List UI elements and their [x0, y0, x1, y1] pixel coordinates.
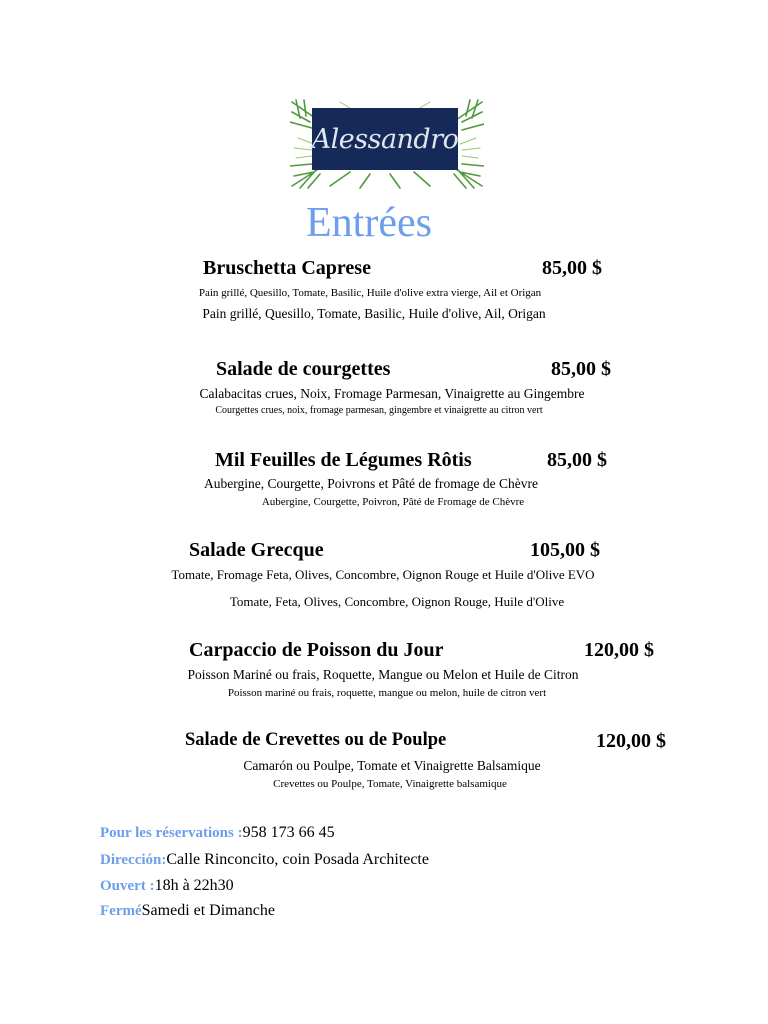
address-label: Dirección:: [100, 852, 167, 868]
dish-price: 85,00 $: [551, 358, 611, 380]
dish-price: 85,00 $: [542, 257, 602, 279]
reservations-label: Pour les réservations :: [100, 825, 243, 841]
dish-name: Salade Grecque: [189, 539, 324, 561]
dish-description: Calabacitas crues, Noix, Fromage Parmesan, Vinaigrette au Gingembre: [199, 386, 585, 401]
dish-description-alt: Poisson mariné ou frais, roquette, mangue ou melon, huile de citron vert: [227, 687, 547, 699]
dish-description-alt: Crevettes ou Poulpe, Tomate, Vinaigrette balsamique: [273, 778, 507, 790]
section-title: Entrées: [306, 200, 432, 246]
dish-name: Mil Feuilles de Légumes Rôtis: [215, 449, 472, 471]
dish-description-alt: Pain grillé, Quesillo, Tomate, Basilic, Huile d'olive, Ail, Origan: [202, 306, 546, 321]
dish-price: 120,00 $: [596, 730, 666, 752]
dish-price: 105,00 $: [530, 539, 600, 561]
dish-description: Camarón ou Poulpe, Tomate et Vinaigrette Balsamique: [243, 758, 541, 773]
dish-description-alt: Tomate, Feta, Olives, Concombre, Oignon Rouge, Huile d'Olive: [229, 594, 565, 609]
address-value: Calle Rinconcito, coin Posada Architecte: [166, 851, 429, 868]
closed-label: Fermé: [100, 903, 142, 919]
dish-description: Poisson Mariné ou frais, Roquette, Mangue ou Melon et Huile de Citron: [187, 667, 579, 682]
dish-description-alt: Aubergine, Courgette, Poivron, Pâté de Fromage de Chèvre: [261, 496, 525, 508]
dish-name: Salade de Crevettes ou de Poulpe: [185, 730, 447, 750]
dish-description: Pain grillé, Quesillo, Tomate, Basilic, Huile d'olive extra vierge, Ail et Origan: [198, 287, 542, 299]
open-hours: 18h à 22h30: [154, 877, 234, 894]
logo-plate: [312, 108, 458, 170]
dish-price: 120,00 $: [584, 639, 654, 661]
dish-description-alt: Courgettes crues, noix, fromage parmesan, gingembre et vinaigrette au citron vert: [215, 405, 543, 416]
reservations-phone: 958 173 66 45: [242, 824, 335, 841]
closed-days: Samedi et Dimanche: [141, 902, 275, 919]
dish-price: 85,00 $: [547, 449, 607, 471]
address-row: [100, 851, 429, 869]
closed-days-row: [100, 902, 275, 920]
open-label: Ouvert :: [100, 878, 155, 894]
restaurant-logo: [290, 98, 484, 190]
dish-name: Bruschetta Caprese: [203, 257, 371, 279]
opening-hours-row: [100, 877, 234, 895]
dish-name: Salade de courgettes: [216, 358, 391, 380]
logo-wordmark: Alessandro: [311, 123, 459, 155]
dish-name: Carpaccio de Poisson du Jour: [189, 639, 444, 661]
reservations-row: [100, 824, 335, 842]
dish-description: Tomate, Fromage Feta, Olives, Concombre, Oignon Rouge et Huile d'Olive EVO: [171, 567, 595, 582]
dish-description: Aubergine, Courgette, Poivrons et Pâté de fromage de Chèvre: [204, 476, 538, 491]
